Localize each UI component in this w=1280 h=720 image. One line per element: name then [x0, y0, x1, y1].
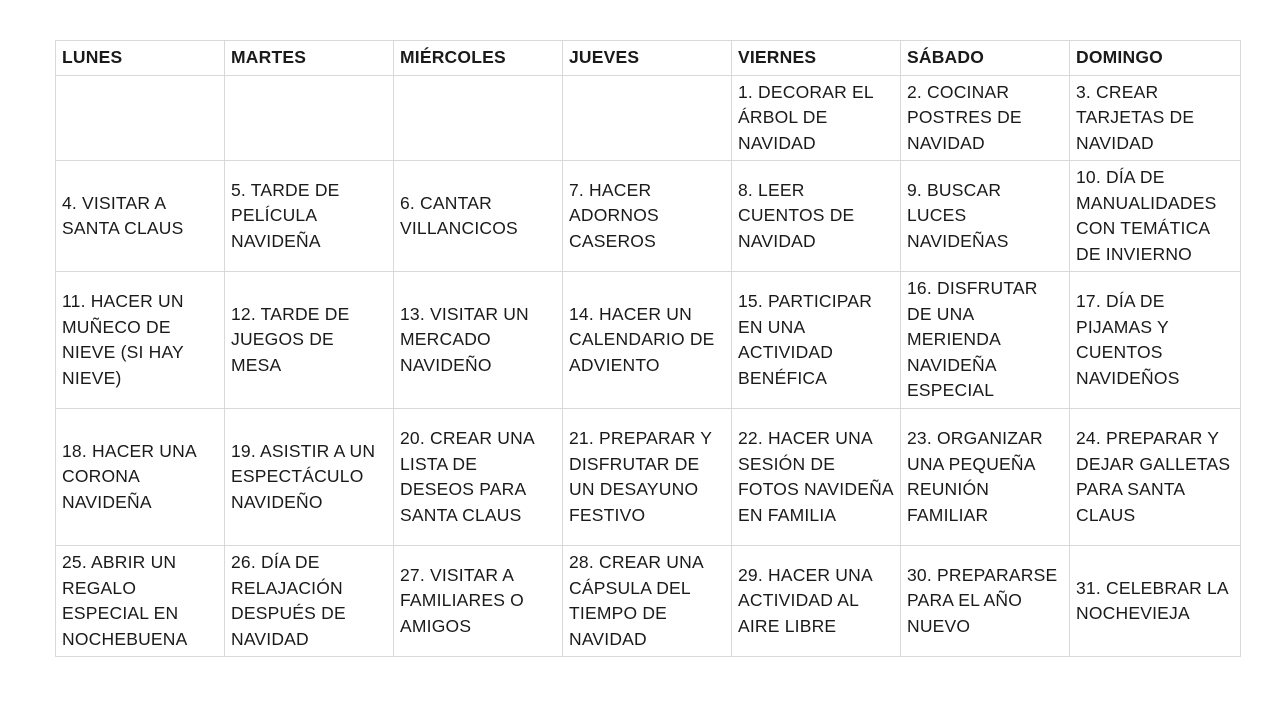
day-header-monday: LUNES	[56, 41, 225, 76]
calendar-cell: 18. HACER UNA CORONA NAVIDEÑA	[56, 409, 225, 546]
calendar-cell: 5. TARDE DE PELÍCULA NAVIDEÑA	[225, 161, 394, 272]
calendar-cell: 31. CELEBRAR LA NOCHEVIEJA	[1070, 546, 1241, 657]
calendar-cell: 19. ASISTIR A UN ESPECTÁCULO NAVIDEÑO	[225, 409, 394, 546]
calendar-cell	[394, 75, 563, 161]
week-row	[56, 409, 1241, 546]
calendar-cell: 15. PARTICIPAR EN UNA ACTIVIDAD BENÉFICA	[732, 272, 901, 409]
calendar-cell: 26. DÍA DE RELAJACIÓN DESPUÉS DE NAVIDAD	[225, 546, 394, 657]
day-header-sunday: DOMINGO	[1070, 41, 1241, 76]
week-row	[56, 75, 1241, 161]
week-row	[56, 546, 1241, 657]
calendar-cell: 4. VISITAR A SANTA CLAUS	[56, 161, 225, 272]
calendar-cell: 13. VISITAR UN MERCADO NAVIDEÑO	[394, 272, 563, 409]
week-row	[56, 161, 1241, 272]
day-header-friday: VIERNES	[732, 41, 901, 76]
calendar-cell	[563, 75, 732, 161]
calendar-cell	[56, 75, 225, 161]
calendar-cell	[225, 75, 394, 161]
calendar-cell: 30. PREPARARSE PARA EL AÑO NUEVO	[901, 546, 1070, 657]
calendar-cell: 23. ORGANIZAR UNA PEQUEÑA REUNIÓN FAMILIAR	[901, 409, 1070, 546]
calendar-cell: 21. PREPARAR Y DISFRUTAR DE UN DESAYUNO FESTIVO	[563, 409, 732, 546]
activity-calendar-table	[55, 40, 1241, 657]
calendar-cell: 10. DÍA DE MANUALIDADES CON TEMÁTICA DE INVIERNO	[1070, 161, 1241, 272]
calendar-cell: 2. COCINAR POSTRES DE NAVIDAD	[901, 75, 1070, 161]
calendar-cell: 17. DÍA DE PIJAMAS Y CUENTOS NAVIDEÑOS	[1070, 272, 1241, 409]
header-row	[56, 41, 1241, 76]
calendar-cell: 28. CREAR UNA CÁPSULA DEL TIEMPO DE NAVIDAD	[563, 546, 732, 657]
calendar-cell: 9. BUSCAR LUCES NAVIDEÑAS	[901, 161, 1070, 272]
calendar-cell: 6. CANTAR VILLANCICOS	[394, 161, 563, 272]
calendar-cell: 25. ABRIR UN REGALO ESPECIAL EN NOCHEBUENA	[56, 546, 225, 657]
calendar-cell: 8. LEER CUENTOS DE NAVIDAD	[732, 161, 901, 272]
calendar-cell: 7. HACER ADORNOS CASEROS	[563, 161, 732, 272]
week-row	[56, 272, 1241, 409]
calendar-cell: 24. PREPARAR Y DEJAR GALLETAS PARA SANTA CLAUS	[1070, 409, 1241, 546]
calendar-cell: 20. CREAR UNA LISTA DE DESEOS PARA SANTA CLAUS	[394, 409, 563, 546]
day-header-saturday: SÁBADO	[901, 41, 1070, 76]
calendar-cell: 16. DISFRUTAR DE UNA MERIENDA NAVIDEÑA ESPECIAL	[901, 272, 1070, 409]
calendar-cell: 14. HACER UN CALENDARIO DE ADVIENTO	[563, 272, 732, 409]
day-header-tuesday: MARTES	[225, 41, 394, 76]
calendar-cell: 1. DECORAR EL ÁRBOL DE NAVIDAD	[732, 75, 901, 161]
calendar-cell: 29. HACER UNA ACTIVIDAD AL AIRE LIBRE	[732, 546, 901, 657]
calendar-cell: 11. HACER UN MUÑECO DE NIEVE (SI HAY NIEVE)	[56, 272, 225, 409]
day-header-thursday: JUEVES	[563, 41, 732, 76]
calendar-cell: 27. VISITAR A FAMILIARES O AMIGOS	[394, 546, 563, 657]
calendar-cell: 3. CREAR TARJETAS DE NAVIDAD	[1070, 75, 1241, 161]
calendar-cell: 12. TARDE DE JUEGOS DE MESA	[225, 272, 394, 409]
calendar-cell: 22. HACER UNA SESIÓN DE FOTOS NAVIDEÑA EN FAMILIA	[732, 409, 901, 546]
day-header-wednesday: MIÉRCOLES	[394, 41, 563, 76]
